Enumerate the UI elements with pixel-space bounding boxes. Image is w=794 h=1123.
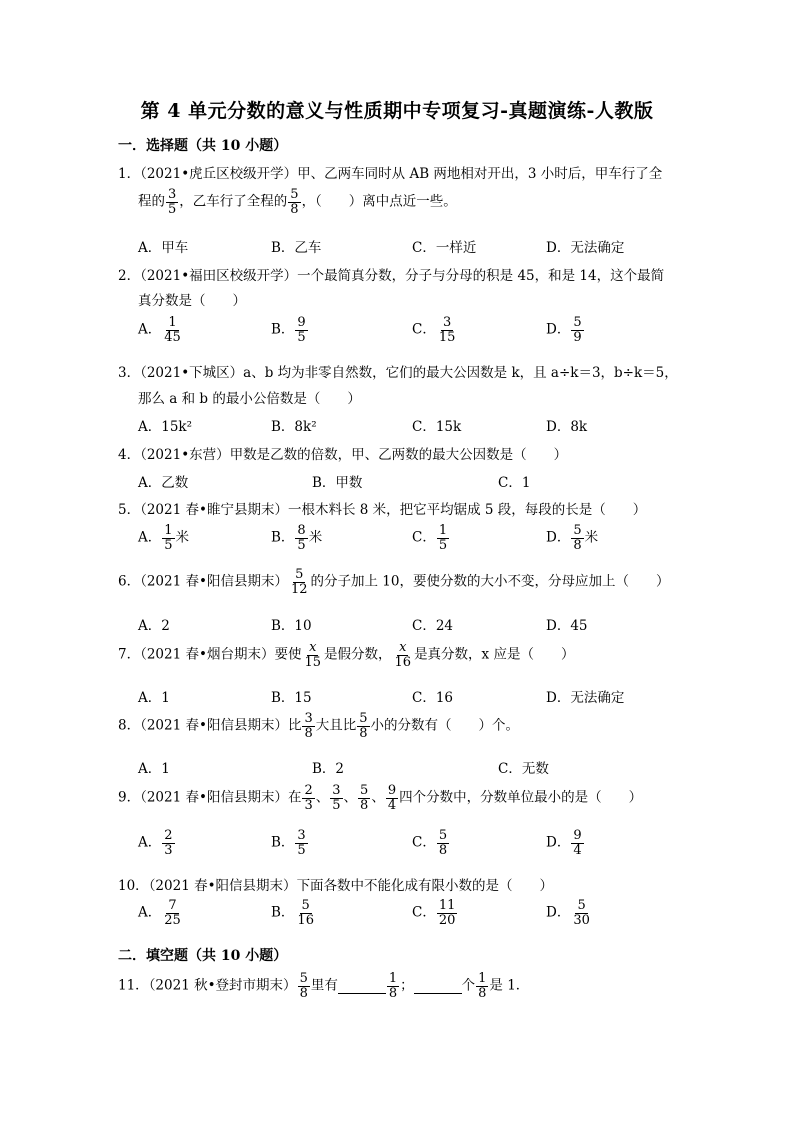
question-9-line-1 bbox=[118, 784, 642, 812]
question-number: 1． bbox=[118, 166, 141, 182]
question-text: 个 bbox=[461, 977, 476, 994]
fraction bbox=[571, 524, 583, 552]
option-a bbox=[138, 316, 184, 344]
numerator: 5 bbox=[299, 971, 308, 986]
option-label: D． bbox=[546, 904, 571, 921]
question-text: 在 bbox=[287, 789, 302, 806]
numerator: 5 bbox=[359, 711, 368, 726]
fraction bbox=[571, 316, 583, 344]
denominator: 20 bbox=[438, 912, 456, 928]
option-b bbox=[271, 899, 317, 927]
denominator: 15 bbox=[438, 329, 456, 345]
denominator: 45 bbox=[164, 329, 181, 345]
denominator: 8 bbox=[304, 725, 313, 741]
fraction bbox=[571, 829, 583, 857]
option-a: A．15k² bbox=[138, 419, 193, 435]
denominator: 3 bbox=[164, 842, 173, 858]
option-c bbox=[412, 899, 458, 927]
denominator: 8 bbox=[299, 985, 308, 1001]
separator: 、 bbox=[315, 789, 330, 806]
fraction bbox=[437, 829, 449, 857]
option-label: B． bbox=[271, 529, 295, 546]
option-c: C．15k bbox=[412, 419, 462, 435]
section-heading-choice: 一．选择题（共 10 小题） bbox=[118, 138, 288, 154]
numerator: 1 bbox=[388, 971, 398, 986]
question-text: 小的分数有（ ）个。 bbox=[370, 717, 520, 734]
option-b: B．8k² bbox=[271, 419, 317, 435]
question-source: （2021•虎丘区校级开学） bbox=[140, 166, 298, 182]
denominator: 8 bbox=[438, 842, 448, 858]
numerator: 5 bbox=[573, 523, 582, 538]
question-3-line-2: 那么 a 和 b 的最小公倍数是（ ） bbox=[138, 391, 361, 407]
fraction bbox=[289, 568, 310, 596]
unit: 米 bbox=[175, 529, 190, 546]
question-6-line-1 bbox=[118, 568, 669, 596]
fraction bbox=[437, 316, 458, 344]
option-label: C． bbox=[412, 834, 436, 851]
question-source: （2021 秋•登封市期末） bbox=[148, 977, 297, 994]
option-d: D．8k bbox=[546, 419, 588, 435]
denominator: 5 bbox=[168, 201, 177, 217]
fraction bbox=[358, 784, 370, 812]
numerator: 5 bbox=[290, 187, 299, 202]
numerator: 5 bbox=[360, 783, 369, 798]
numerator: 5 bbox=[438, 828, 448, 843]
denominator: 8 bbox=[388, 985, 398, 1001]
numerator: 3 bbox=[297, 828, 306, 843]
question-number: 5． bbox=[118, 502, 141, 518]
numerator: 3 bbox=[304, 711, 313, 726]
denominator: 8 bbox=[359, 725, 368, 741]
fraction bbox=[162, 899, 183, 927]
option-label: B． bbox=[271, 321, 295, 338]
fraction bbox=[302, 712, 314, 740]
section-heading-fill: 二．填空题（共 10 小题） bbox=[118, 948, 288, 964]
option-d bbox=[546, 899, 593, 927]
numerator: 9 bbox=[297, 315, 306, 330]
numerator: 1 bbox=[438, 523, 448, 538]
option-a: A．乙数 bbox=[138, 475, 189, 491]
question-source: （2021•东营） bbox=[140, 447, 230, 463]
question-text: 四个分数中，分数单位最小的是（ ） bbox=[399, 789, 643, 806]
fraction bbox=[302, 641, 323, 669]
numerator: x bbox=[399, 640, 407, 655]
question-8-line-1 bbox=[118, 712, 519, 740]
option-b: B．15 bbox=[271, 690, 312, 706]
question-text: 的分子加上 10，要使分数的大小不变，分母应加上（ ） bbox=[310, 573, 670, 590]
separator: 、 bbox=[371, 789, 385, 806]
option-c: C．1 bbox=[498, 475, 531, 491]
numerator: 9 bbox=[387, 783, 397, 798]
option-d bbox=[546, 316, 585, 344]
page-title: 第 4 单元分数的意义与性质期中专项复习-真题演练-人教版 bbox=[140, 100, 654, 122]
fraction bbox=[298, 972, 310, 1000]
fraction bbox=[476, 972, 488, 1000]
question-text: ，乙车行了全程的 bbox=[179, 193, 288, 210]
denominator: 25 bbox=[164, 912, 181, 928]
option-d bbox=[546, 524, 598, 552]
option-label: A． bbox=[138, 834, 162, 851]
option-label: D． bbox=[546, 321, 571, 338]
fraction bbox=[357, 712, 369, 740]
fraction bbox=[387, 972, 399, 1000]
fraction bbox=[571, 899, 592, 927]
denominator: 3 bbox=[304, 797, 313, 813]
question-7-line-1 bbox=[118, 641, 574, 669]
fraction bbox=[166, 188, 178, 216]
answer-blank[interactable] bbox=[414, 979, 462, 994]
option-a: A．甲车 bbox=[138, 240, 189, 256]
denominator: 8 bbox=[573, 537, 582, 553]
fraction bbox=[162, 316, 183, 344]
numerator: 3 bbox=[442, 315, 452, 330]
question-text: 甲、乙两车同时从 AB 两地相对开出，3 小时后，甲车行了全 bbox=[297, 166, 663, 182]
denominator: 15 bbox=[304, 654, 322, 670]
question-text: 甲数是乙数的倍数，甲、乙两数的最大公因数是（ ） bbox=[229, 447, 568, 463]
denominator: 5 bbox=[297, 537, 306, 553]
question-text: 是真分数，x 应是（ ） bbox=[414, 646, 575, 663]
option-c: C．24 bbox=[412, 618, 454, 634]
option-a: A．1 bbox=[138, 761, 170, 777]
fraction bbox=[162, 524, 174, 552]
denominator: 9 bbox=[573, 329, 582, 345]
question-2-line-1 bbox=[118, 264, 664, 284]
question-3-line-1 bbox=[118, 361, 678, 381]
question-10-line-1 bbox=[118, 874, 553, 894]
numerator: 2 bbox=[304, 783, 313, 798]
option-c: C．16 bbox=[412, 690, 454, 706]
option-label: C． bbox=[412, 321, 436, 338]
unit: 米 bbox=[308, 529, 323, 546]
question-11-line-1 bbox=[118, 972, 529, 1000]
option-b: B．甲数 bbox=[312, 475, 363, 491]
question-number: 9． bbox=[118, 789, 141, 806]
denominator: 4 bbox=[387, 797, 397, 813]
fraction bbox=[437, 524, 449, 552]
question-text: 程的 bbox=[138, 193, 165, 210]
option-label: B． bbox=[271, 904, 295, 921]
option-a: A．2 bbox=[138, 618, 170, 634]
option-label: A． bbox=[138, 529, 162, 546]
denominator: 8 bbox=[360, 797, 369, 813]
option-c bbox=[412, 316, 458, 344]
fraction bbox=[295, 899, 316, 927]
option-b bbox=[271, 829, 309, 857]
numerator: 7 bbox=[168, 898, 177, 913]
fraction bbox=[295, 829, 307, 857]
fraction bbox=[437, 899, 458, 927]
option-b: B．10 bbox=[271, 618, 312, 634]
fraction bbox=[162, 829, 174, 857]
denominator: 5 bbox=[297, 842, 306, 858]
numerator: 1 bbox=[168, 315, 177, 330]
option-b: B．2 bbox=[312, 761, 345, 777]
answer-blank[interactable] bbox=[338, 979, 386, 994]
question-source: （2021•福田区校级开学） bbox=[140, 268, 298, 284]
denominator: 30 bbox=[573, 912, 590, 928]
question-text: 一个最简真分数，分子与分母的积是 45，和是 14，这个最简 bbox=[297, 268, 665, 284]
option-c bbox=[412, 829, 450, 857]
numerator: 9 bbox=[573, 828, 582, 843]
option-c bbox=[412, 524, 450, 552]
denominator: 5 bbox=[438, 537, 448, 553]
fraction bbox=[386, 784, 398, 812]
question-source: （2021•下城区） bbox=[140, 365, 244, 381]
question-source: （2021 春•阳信县期末） bbox=[140, 573, 288, 590]
question-source: （2021 春•烟台期末） bbox=[140, 646, 275, 663]
numerator: 8 bbox=[297, 523, 306, 538]
option-c: C．无数 bbox=[498, 761, 549, 777]
option-label: C． bbox=[412, 904, 436, 921]
option-a bbox=[138, 829, 176, 857]
option-label: A． bbox=[138, 321, 162, 338]
option-b bbox=[271, 524, 322, 552]
option-d: D．无法确定 bbox=[546, 690, 625, 706]
question-source: （2021 春•阳信县期末） bbox=[148, 878, 297, 894]
question-number: 7． bbox=[118, 646, 141, 663]
option-a: A．1 bbox=[138, 690, 170, 706]
denominator: 12 bbox=[290, 581, 308, 597]
fraction bbox=[302, 784, 314, 812]
fraction bbox=[393, 641, 414, 669]
question-text: a、b 均为非零自然数，它们的最大公因数是 k，且 a÷k＝3，b÷k＝5， bbox=[243, 365, 678, 381]
question-text: 里有 bbox=[310, 977, 338, 994]
option-label: D． bbox=[546, 834, 571, 851]
separator: 、 bbox=[343, 789, 358, 806]
question-source: （2021 春•睢宁县期末） bbox=[140, 502, 288, 518]
numerator: 1 bbox=[164, 523, 173, 538]
option-d bbox=[546, 829, 585, 857]
denominator: 5 bbox=[297, 329, 306, 345]
numerator: 1 bbox=[478, 971, 487, 986]
option-d: D．无法确定 bbox=[546, 240, 625, 256]
numerator: 3 bbox=[332, 783, 341, 798]
denominator: 16 bbox=[394, 654, 412, 670]
option-d: D．45 bbox=[546, 618, 588, 634]
denominator: 5 bbox=[332, 797, 341, 813]
question-text: 比 bbox=[287, 717, 302, 734]
option-label: A． bbox=[138, 904, 162, 921]
denominator: 16 bbox=[297, 912, 314, 928]
numerator: 5 bbox=[573, 315, 582, 330]
question-text: ，（ ）离中点近一些。 bbox=[301, 193, 457, 210]
option-c: C．一样近 bbox=[412, 240, 477, 256]
question-number: 10． bbox=[118, 878, 149, 894]
question-text: 是假分数， bbox=[324, 646, 392, 663]
numerator: 3 bbox=[168, 187, 177, 202]
numerator: x bbox=[309, 640, 317, 655]
fraction bbox=[330, 784, 342, 812]
question-number: 8． bbox=[118, 717, 141, 734]
question-number: 11． bbox=[118, 977, 149, 994]
unit: 米 bbox=[584, 529, 599, 546]
question-number: 2． bbox=[118, 268, 141, 284]
fraction bbox=[295, 524, 307, 552]
question-text: 是 1． bbox=[489, 977, 530, 994]
question-5-line-1 bbox=[118, 498, 646, 518]
question-text: 大且比 bbox=[315, 717, 357, 734]
question-number: 6． bbox=[118, 573, 141, 590]
option-a bbox=[138, 524, 189, 552]
question-2-line-2: 真分数是（ ） bbox=[138, 293, 246, 309]
question-text: 要使 bbox=[274, 646, 302, 663]
denominator: 8 bbox=[290, 201, 299, 217]
question-source: （2021 春•阳信县期末） bbox=[140, 717, 288, 734]
option-b bbox=[271, 316, 309, 344]
denominator: 8 bbox=[478, 985, 487, 1001]
question-source: （2021 春•阳信县期末） bbox=[140, 789, 288, 806]
question-text: 下面各数中不能化成有限小数的是（ ） bbox=[296, 878, 554, 894]
fraction bbox=[288, 188, 300, 216]
question-4-line-1 bbox=[118, 443, 567, 463]
question-1-line-1 bbox=[118, 162, 662, 182]
denominator: 4 bbox=[573, 842, 582, 858]
numerator: 2 bbox=[164, 828, 173, 843]
question-number: 4． bbox=[118, 447, 141, 463]
denominator: 5 bbox=[164, 537, 173, 553]
numerator: 5 bbox=[295, 567, 304, 582]
option-label: D． bbox=[546, 529, 571, 546]
fraction bbox=[295, 316, 307, 344]
question-number: 3． bbox=[118, 365, 141, 381]
option-label: C． bbox=[412, 529, 436, 546]
numerator: 5 bbox=[301, 898, 310, 913]
question-1-line-2 bbox=[138, 188, 457, 216]
option-label: B． bbox=[271, 834, 295, 851]
numerator: 5 bbox=[577, 898, 586, 913]
question-text: 一根木料长 8 米，把它平均锯成 5 段，每段的长是（ ） bbox=[287, 502, 647, 518]
option-b: B．乙车 bbox=[271, 240, 322, 256]
question-text: ； bbox=[400, 977, 414, 994]
numerator: 11 bbox=[438, 898, 456, 913]
option-a bbox=[138, 899, 184, 927]
